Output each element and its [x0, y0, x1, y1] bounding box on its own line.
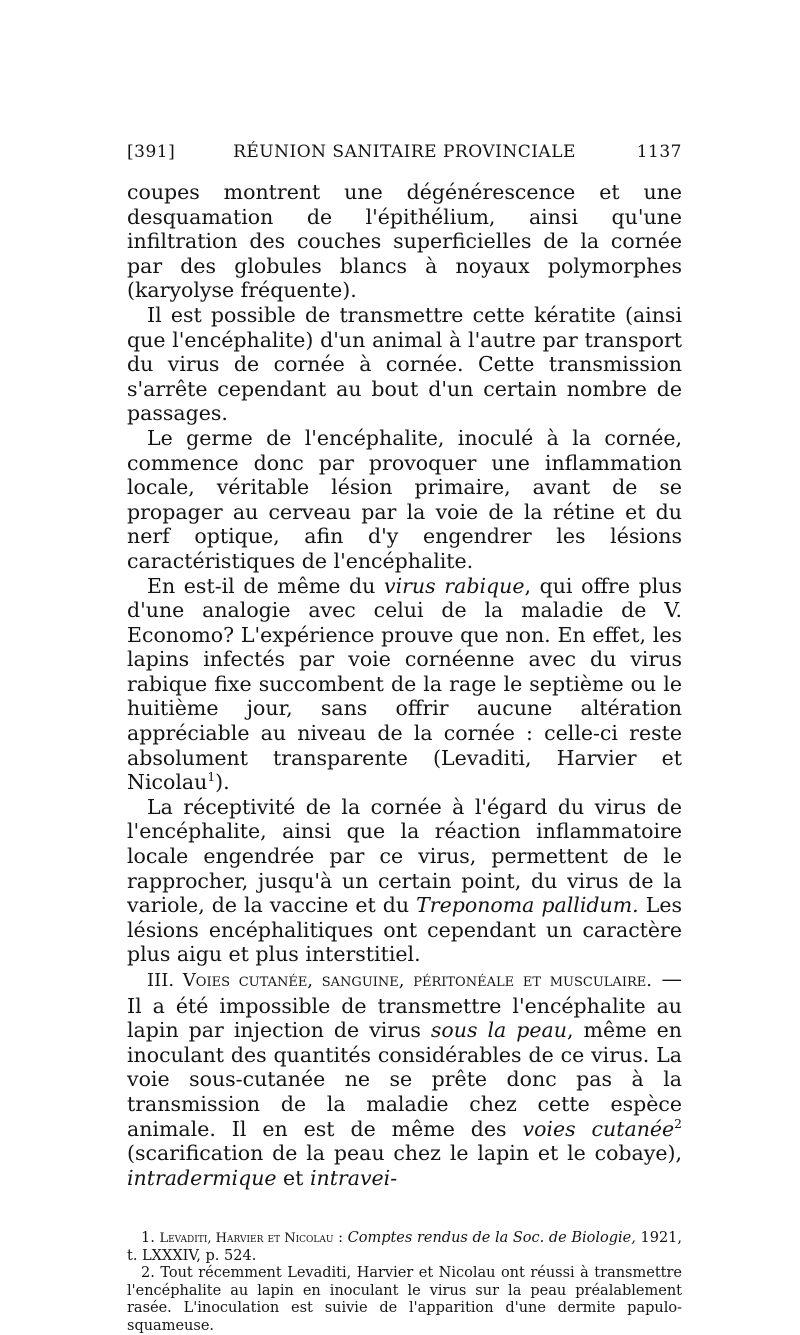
footnote-2: 2. Tout récemment Levaditi, Harvier et Nicolau ont réussi à transmettre l'encéphalite au lapin en inoculant le virus sur la peau préalablement rasée. L'inoculation est suivie de l'apparition d'une dermite papulo-squameuse.	[127, 1265, 682, 1334]
paragraph-6	[127, 967, 682, 1190]
fn1-ref: 1921, t. LXXXIV, p. 524.	[127, 1230, 683, 1264]
p6-text-b: , même en inoculant des quantités considérables de ce virus. La voie sous-cutanée ne se prête donc pas à la transmission de la maladie chez cette espèce animale. Il en est de même des	[127, 1018, 683, 1141]
footnote-ref-1: 1	[207, 770, 216, 785]
p5-text-b: Les lésions encéphalitiques ont cependant un caractère plus aigu et plus interstitiel.	[127, 893, 682, 967]
running-header	[127, 142, 682, 168]
p6-text-a: — Il a été impossible de transmettre l'encéphalite au lapin par injection de virus	[127, 967, 682, 1043]
fn1-authors: Levaditi, Harvier et Nicolau	[159, 1231, 334, 1247]
p6-emphasis-2: voies cutanée	[522, 1116, 675, 1141]
p6-text-d: et	[276, 1165, 310, 1190]
footnote-ref-2: 2	[674, 1116, 682, 1131]
footnotes	[127, 1230, 682, 1335]
p5-text-a: La réceptivité de la cornée à l'égard du virus de l'encéphalite, ainsi que la réaction inflammatoire locale engendrée par ce virus, permettent de le rapprocher, jusqu'à un certain point, du virus de la variole, de la vaccine et du	[127, 794, 682, 918]
p4-text-c: ).	[215, 770, 230, 795]
bracket-number: [391]	[127, 142, 176, 162]
p5-emphasis: Treponoma pallidum.	[416, 893, 639, 918]
p6-emphasis-3: intradermique	[127, 1165, 277, 1190]
p6-emphasis-4: intravei-	[309, 1165, 398, 1190]
paragraph-1: coupes montrent une dégénérescence et une desquamation de l'épithélium, ainsi qu'une infiltration des couches superficielles de la cornée par des globules blancs à noyaux polymorphes (karyolyse fréquente).	[127, 180, 682, 303]
footnote-1	[127, 1230, 682, 1265]
p6-emphasis-1: sous la peau	[430, 1018, 567, 1043]
fn1-number: 1.	[141, 1230, 160, 1247]
paragraph-4	[127, 574, 682, 795]
page	[127, 142, 682, 1335]
paragraph-5	[127, 795, 682, 967]
p4-emphasis: virus rabique	[384, 573, 525, 598]
p4-text-b: , qui offre plus d'une analogie avec celui de la maladie de V. Economo? L'expérience prouve que non. En effet, les lapins infectés par voie cornéenne avec du virus rabique fixe succombent de la rage le septième ou le huitième jour, sans offrir aucune altération appréciable au niveau de la cornée : celle-ci reste absolument transparente (Levaditi, Harvier et Nicolau	[127, 573, 682, 795]
running-title: RÉUNION SANITAIRE PROVINCIALE	[233, 142, 576, 162]
paragraph-2: Il est possible de transmettre cette kératite (ainsi que l'encéphalite) d'un animal à l'autre par transport du virus de cornée à cornée. Cette transmission s'arrête cependant au bout d'un certain nombre de passages.	[127, 302, 682, 426]
page-number: 1137	[636, 142, 682, 162]
fn1-journal: Comptes rendus de la Soc. de Biologie,	[347, 1230, 636, 1247]
paragraph-3: Le germe de l'encéphalite, inoculé à la cornée, commence donc par provoquer une inflammation locale, véritable lésion primaire, avant de se propager au cerveau par la voie de la rétine et du nerf optique, afin d'y engendrer les lésions caractéristiques de l'encéphalite.	[127, 425, 682, 573]
body-text	[127, 180, 682, 1190]
section-heading: III. Voies cutanée, sanguine, péritonéale et musculaire.	[147, 970, 652, 991]
p4-text-a: En est-il de même du	[147, 573, 384, 598]
p6-text-c: (scarification de la peau chez le lapin et le cobaye),	[127, 1141, 682, 1166]
fn1-sep: :	[333, 1230, 348, 1247]
